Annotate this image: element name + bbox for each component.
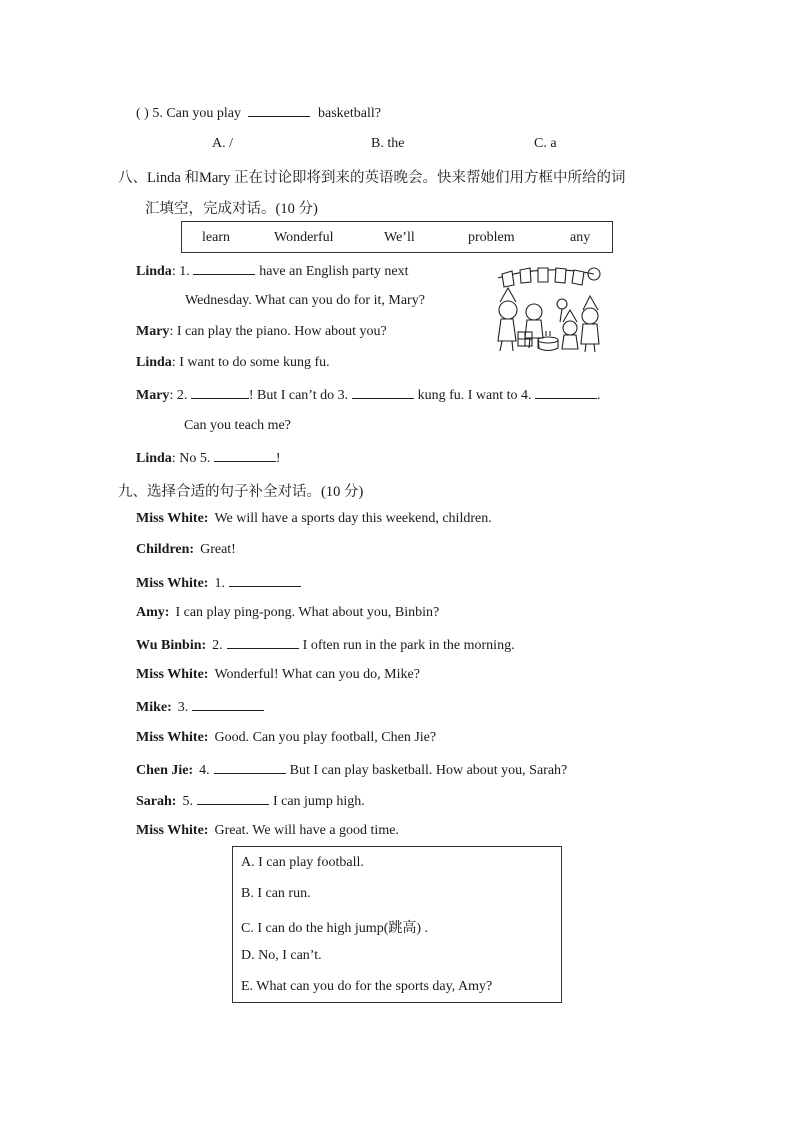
speaker-mary: Mary: [136, 324, 170, 339]
answer-blank[interactable]: [214, 761, 286, 774]
speaker-label: Children:: [136, 542, 195, 557]
option-b[interactable]: B. I can run.: [241, 886, 311, 901]
dialog-line-mary-1: [136, 324, 387, 340]
blank-5[interactable]: [214, 449, 276, 462]
dialog-text: 1.: [214, 576, 225, 591]
dialog-line-mary-2-cont: Can you teach me?: [184, 418, 291, 433]
speaker-linda: Linda: [136, 355, 172, 370]
dialog-text: 5.: [182, 794, 193, 809]
word-well: We’ll: [384, 230, 415, 245]
dialog-text: 2.: [212, 638, 223, 653]
dialog-text: : No 5.: [171, 451, 211, 466]
speaker-label: Miss White:: [136, 511, 209, 526]
dialog-text: : I can play the piano. How about you?: [169, 324, 387, 339]
dialog-text: But I can play basketball. How about you, Sarah?: [289, 763, 568, 778]
speaker-label: Miss White:: [136, 667, 209, 682]
dialog-text: I can jump high.: [272, 794, 365, 809]
dialog-text: kung fu. I want to 4.: [417, 388, 532, 403]
speaker-linda: Linda: [136, 264, 172, 279]
q5-option-b[interactable]: B. the: [371, 136, 405, 151]
dialog-text: ! But I can’t do 3.: [248, 388, 349, 403]
q5-option-c[interactable]: C. a: [534, 136, 557, 151]
speaker-mary: Mary: [136, 388, 170, 403]
dialog-text: Great!: [200, 542, 236, 557]
dialog-text: 4.: [199, 763, 210, 778]
blank-2[interactable]: [191, 386, 249, 399]
q5-text-after: basketball?: [317, 106, 381, 121]
speaker-label: Chen Jie:: [136, 763, 194, 778]
section9-line: [136, 792, 365, 810]
word-problem: problem: [468, 230, 515, 245]
section9-line: [136, 823, 399, 839]
party-illustration-icon: [490, 262, 614, 356]
dialog-text: Great. We will have a good time.: [214, 823, 399, 838]
q5-line: [136, 104, 381, 122]
section9-line: [136, 667, 420, 683]
speaker-label: Mike:: [136, 700, 172, 715]
dialog-text: I often run in the park in the morning.: [302, 638, 515, 653]
dialog-text: have an English party next: [259, 264, 409, 279]
word-wonderful: Wonderful: [274, 230, 334, 245]
blank-3[interactable]: [352, 386, 414, 399]
option-d[interactable]: D. No, I can’t.: [241, 948, 322, 963]
section8-title-line1: 八、Linda 和Mary 正在讨论即将到来的英语晚会。快来帮她们用方框中所给的词: [118, 170, 626, 186]
option-e[interactable]: E. What can you do for the sports day, Amy?: [241, 979, 493, 994]
answer-blank[interactable]: [229, 574, 301, 587]
speaker-label: Amy:: [136, 605, 170, 620]
dialog-text: !: [275, 451, 281, 466]
dialog-text: I can play ping-pong. What about you, Binbin?: [175, 605, 440, 620]
word-learn: learn: [202, 230, 230, 245]
dialog-line-linda-3: [136, 449, 280, 467]
section9-title: 九、选择合适的句子补全对话。(10 分): [118, 484, 364, 500]
dialog-text: Good. Can you play football, Chen Jie?: [214, 730, 437, 745]
dialog-text: .: [597, 388, 601, 403]
dialog-line-linda-2: [136, 355, 330, 371]
q5-text-before: 5. Can you play: [152, 106, 241, 121]
speaker-label: Miss White:: [136, 730, 209, 745]
answer-blank[interactable]: [192, 698, 264, 711]
speaker-label: Miss White:: [136, 576, 209, 591]
speaker-label: Sarah:: [136, 794, 177, 809]
option-box: [232, 846, 562, 1003]
word-bank-box: [181, 221, 613, 253]
answer-blank[interactable]: [227, 636, 299, 649]
dialog-line-mary-2: [136, 386, 601, 404]
q5-blank[interactable]: [248, 104, 310, 117]
blank-4[interactable]: [535, 386, 597, 399]
section9-line: [136, 605, 439, 621]
section9-line: [136, 730, 436, 746]
dialog-line-linda-1-cont: Wednesday. What can you do for it, Mary?: [185, 293, 425, 308]
option-a[interactable]: A. I can play football.: [241, 855, 364, 870]
dialog-text: : 1.: [171, 264, 190, 279]
option-c[interactable]: C. I can do the high jump(跳高) .: [241, 921, 429, 936]
speaker-label: Miss White:: [136, 823, 209, 838]
dialog-text: Wonderful! What can you do, Mike?: [214, 667, 420, 682]
section9-line: [136, 636, 515, 654]
dialog-text: 3.: [177, 700, 189, 715]
answer-blank[interactable]: [197, 792, 269, 805]
section9-line: [136, 761, 567, 779]
dialog-text: We will have a sports day this weekend, children.: [214, 511, 492, 526]
q5-option-a[interactable]: A. /: [212, 136, 233, 151]
speaker-linda: Linda: [136, 451, 172, 466]
dialog-text: : I want to do some kung fu.: [171, 355, 330, 370]
section9-line: [136, 542, 236, 558]
word-any: any: [570, 230, 591, 245]
dialog-line-linda-1: [136, 262, 409, 280]
blank-1[interactable]: [193, 262, 255, 275]
section8-title-line2: 汇填空，完成对话。(10 分): [145, 201, 318, 217]
dialog-text: : 2.: [169, 388, 188, 403]
section9-line: [136, 511, 492, 527]
answer-paren: ( ): [136, 106, 149, 121]
section9-line: [136, 574, 305, 592]
section9-line: [136, 698, 268, 716]
speaker-label: Wu Binbin:: [136, 638, 207, 653]
